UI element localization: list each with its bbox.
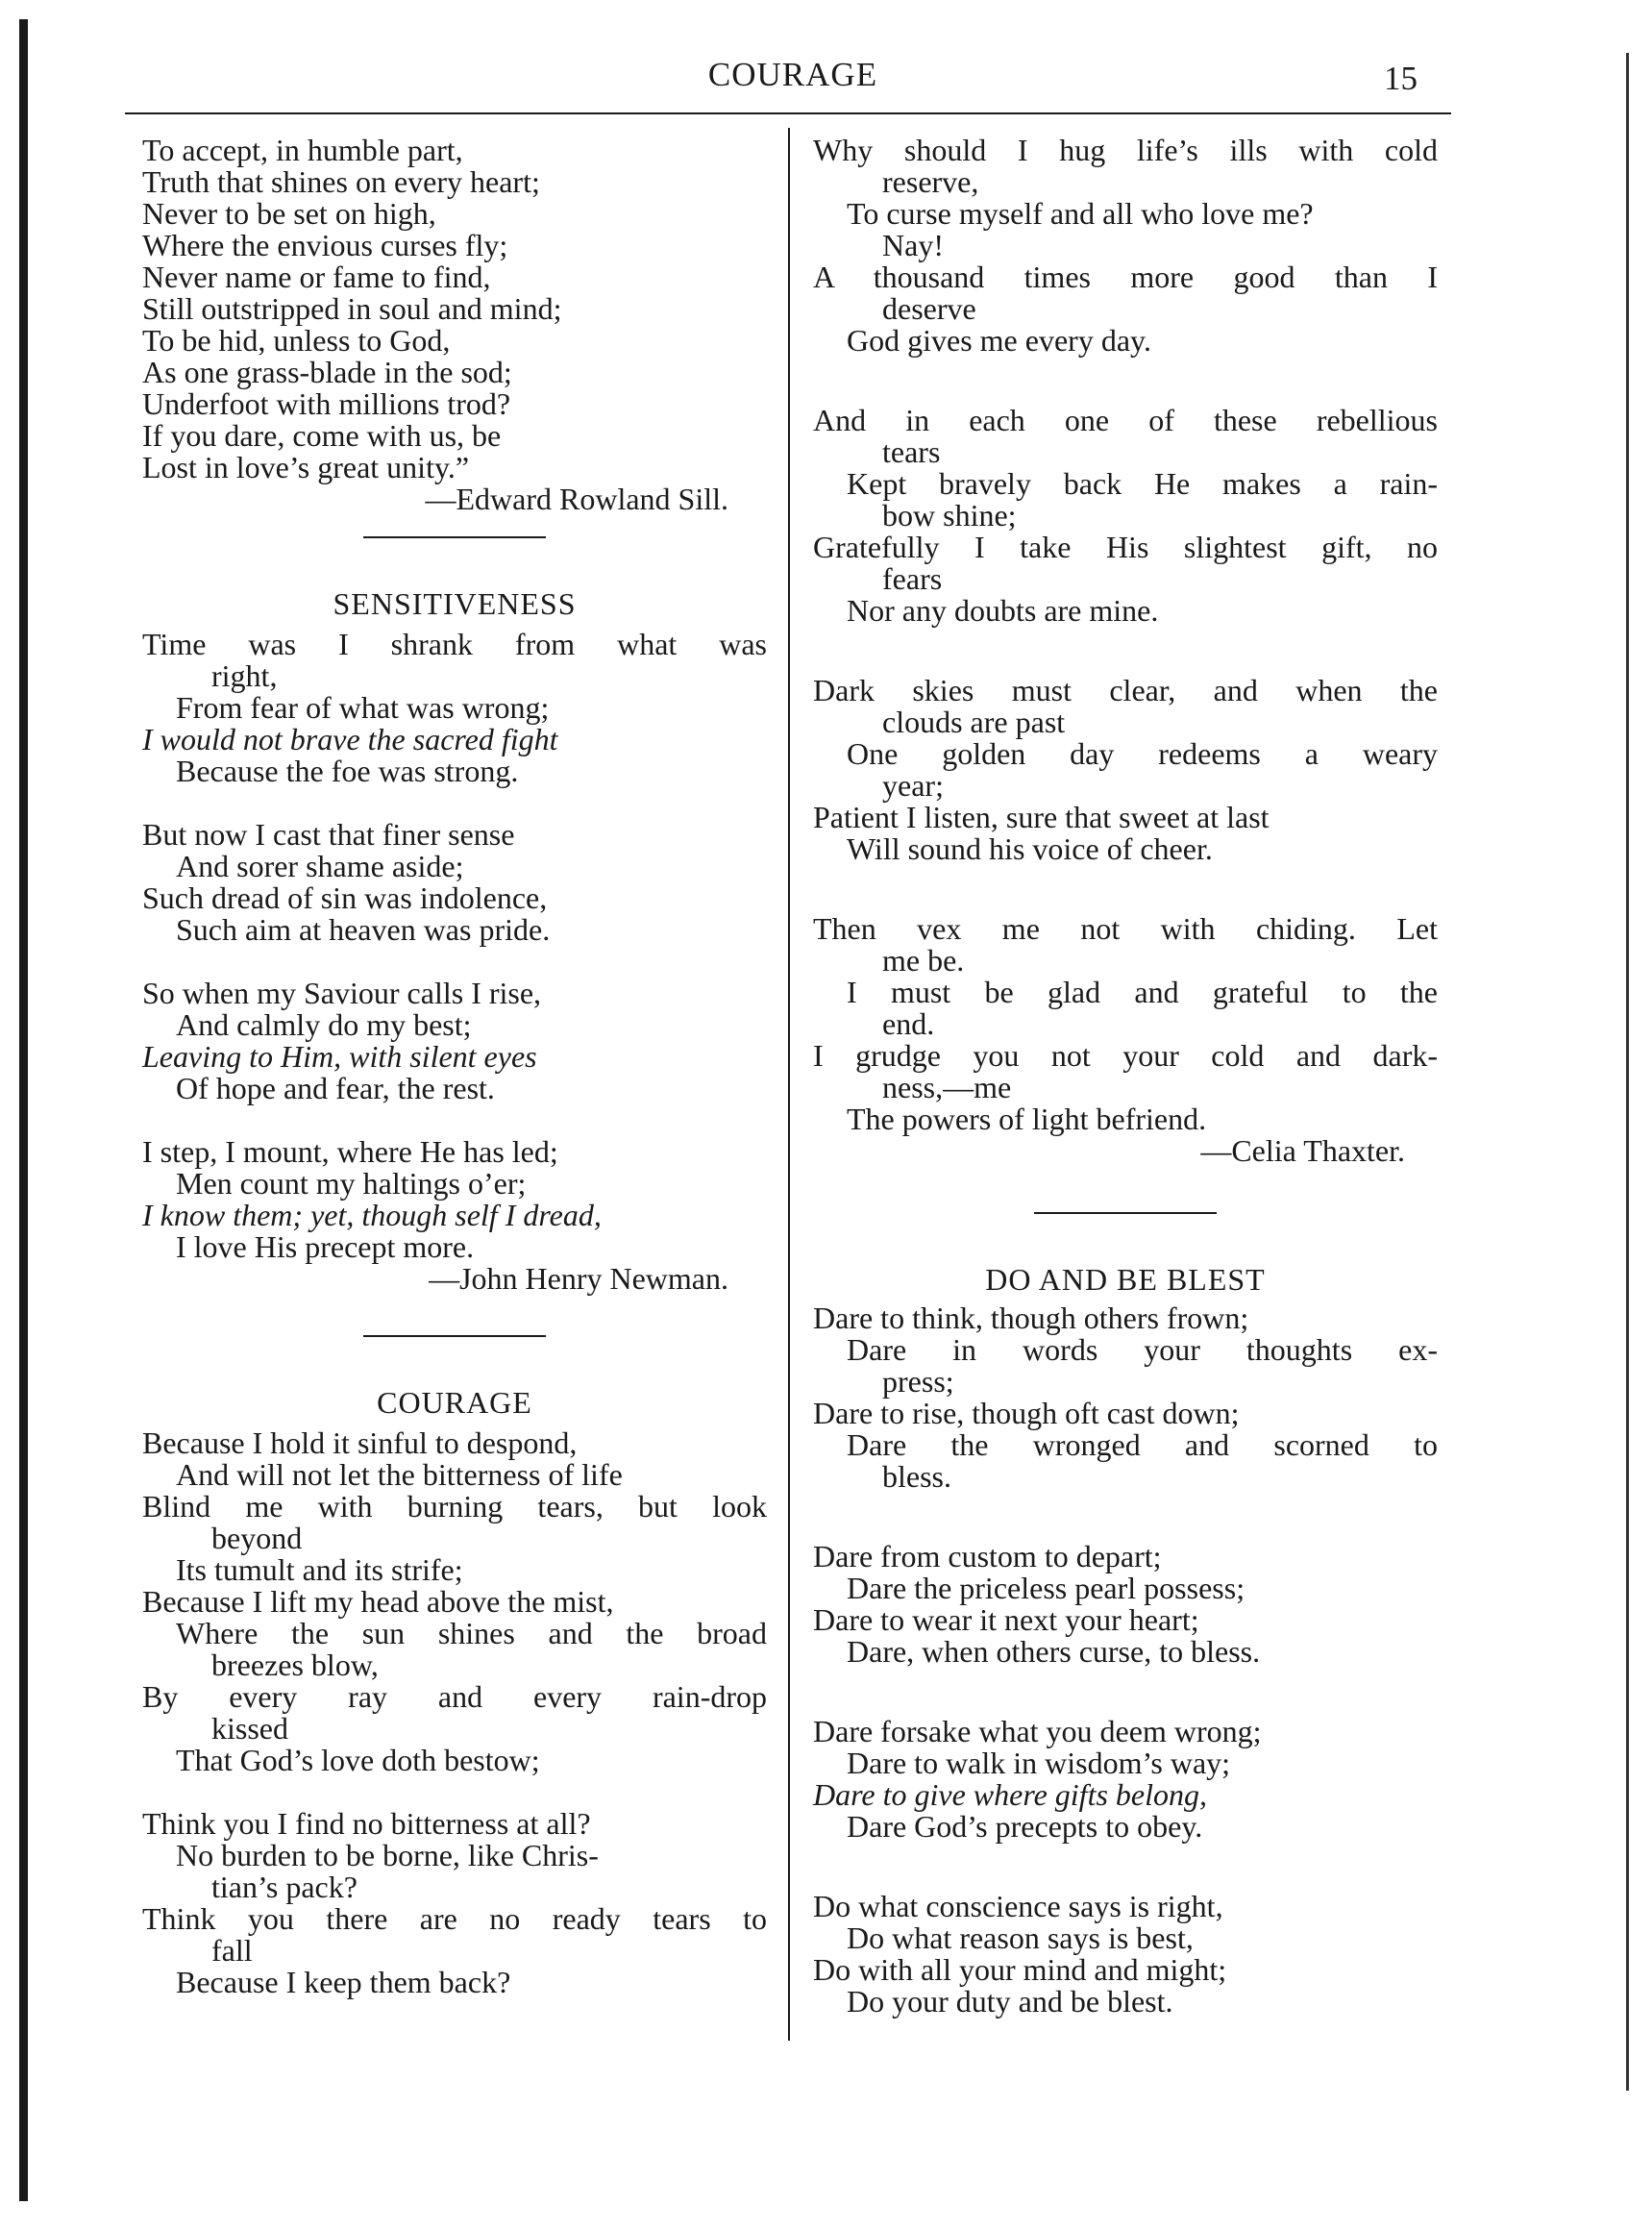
poem-line: year; [882, 768, 944, 803]
page-edge-line [1626, 53, 1629, 2091]
poem-line: Dare the priceless pearl possess; [847, 1571, 1245, 1605]
poem-line: Never name or fame to find, [142, 260, 491, 294]
poem-line: Underfoot with millions trod? [142, 386, 511, 421]
poem-line: If you dare, come with us, be [142, 418, 502, 453]
poem-line: I love His precept more. [176, 1229, 475, 1264]
poem-stanza [813, 675, 1438, 865]
poem-stanza [813, 405, 1438, 627]
poem-line: kissed [211, 1711, 288, 1746]
header-rule [125, 112, 1451, 114]
poem-line: Because the foe was strong. [176, 754, 519, 788]
poem-stanza [813, 1302, 1438, 1493]
poem-line: Truth that shines on every heart; [142, 164, 540, 199]
poem-line: Gratefully I take His slightest gift, no [813, 530, 1438, 564]
poem-line: The powers of light befriend. [847, 1102, 1207, 1136]
poem-line: reserve, [882, 164, 979, 199]
poem-line: Dare to give where gifts belong, [813, 1777, 1207, 1812]
poem-line: right, [211, 658, 278, 693]
poem-line: breezes blow, [211, 1648, 379, 1682]
poem-line: Never to be set on high, [142, 196, 436, 231]
poem-line: Think you I find no bitterness at all? [142, 1806, 591, 1841]
poem-line: beyond [211, 1521, 303, 1555]
poem-stanza [813, 1716, 1438, 1843]
poem-line: Its tumult and its strife; [176, 1552, 463, 1587]
poem-stanza [142, 978, 767, 1104]
poem-line: tears [882, 434, 941, 469]
poem-line: As one grass-blade in the sod; [142, 355, 512, 389]
poem-line: Why should I hug life’s ills with cold [813, 133, 1438, 167]
page-edge-shadow [19, 19, 28, 2201]
poem-line: Think you there are no ready tears to [142, 1901, 767, 1936]
poem-line: deserve [882, 291, 976, 326]
poem-line: Do what conscience says is right, [813, 1889, 1223, 1923]
poem-line: Then vex me not with chiding. Let [813, 911, 1438, 946]
poem-author: —Celia Thaxter. [1200, 1133, 1405, 1168]
poem-line: Nor any doubts are mine. [847, 593, 1159, 628]
poem-line: Dare to rise, though oft cast down; [813, 1396, 1240, 1430]
poem-line: clouds are past [882, 705, 1066, 739]
poem-line: That God’s love doth bestow; [176, 1743, 540, 1777]
poem-line: No burden to be borne, like Chris- [176, 1838, 599, 1872]
poem-line: Because I lift my head above the mist, [142, 1584, 614, 1619]
poem-line: Where the sun shines and the broad [176, 1616, 767, 1650]
poem-line: ness,—me [882, 1070, 1012, 1104]
poem-line: Because I hold it sinful to despond, [142, 1425, 578, 1460]
poem-line: One golden day redeems a weary [847, 736, 1438, 771]
poem-line: And sorer shame aside; [176, 849, 464, 883]
poem-line: And in each one of these rebellious [813, 403, 1438, 437]
poem-line: bless. [882, 1459, 951, 1494]
poem-stanza [142, 819, 767, 946]
poem-line: Dare forsake what you deem wrong; [813, 1714, 1262, 1748]
poem-line: Dare in words your thoughts ex- [847, 1332, 1438, 1367]
poem-line: A thousand times more good than I [813, 260, 1438, 294]
poem-stanza [142, 135, 767, 515]
poem-line: Do with all your mind and might; [813, 1952, 1227, 1987]
running-header-title: COURAGE [707, 56, 878, 93]
poem-line: Lost in love’s great unity.” [142, 450, 470, 484]
poem-line: Dare the wronged and scorned to [847, 1427, 1438, 1462]
poem-line: fears [882, 561, 943, 596]
poem-line: Do what reason says is best, [847, 1920, 1194, 1955]
poem-line: fall [211, 1933, 253, 1968]
right-column [813, 135, 1438, 2018]
poem-author: —Edward Rowland Sill. [425, 482, 728, 516]
page-number: 15 [1384, 60, 1418, 97]
poem-author: —John Henry Newman. [429, 1261, 728, 1296]
poem-line: Dare God’s precepts to obey. [847, 1809, 1203, 1844]
poem-line: Do your duty and be blest. [847, 1984, 1173, 2019]
poem-line: Leaving to Him, with silent eyes [142, 1039, 537, 1074]
poem-line: end. [882, 1006, 935, 1041]
poem-stanza [813, 1541, 1438, 1668]
poem-line: Such dread of sin was indolence, [142, 880, 548, 915]
poem-line: To curse myself and all who love me? [847, 196, 1314, 231]
poem-line: Dare to wear it next your heart; [813, 1602, 1199, 1637]
left-column [142, 135, 767, 1998]
poem-title-sensitiveness: SENSITIVENESS [333, 586, 577, 621]
poem-line: So when my Saviour calls I rise, [142, 976, 542, 1010]
poem-line: From fear of what was wrong; [176, 690, 550, 725]
poem-line: Still outstripped in soul and mind; [142, 291, 562, 326]
poem-line: And will not let the bitterness of life [176, 1457, 623, 1492]
poem-stanza [813, 1891, 1438, 2018]
poem-line: Dark skies must clear, and when the [813, 673, 1438, 707]
poem-line: To accept, in humble part, [142, 133, 463, 167]
poem-line: I would not brave the sacred fight [142, 722, 558, 756]
poem-line: I must be glad and grateful to the [847, 975, 1438, 1009]
poem-line: Of hope and fear, the rest. [176, 1071, 495, 1105]
poem-line: Nay! [882, 228, 944, 262]
poem-stanza [813, 913, 1438, 1167]
poem-line: Dare, when others curse, to bless. [847, 1634, 1261, 1669]
poem-line: Where the envious curses fly; [142, 228, 508, 262]
poem-line: Dare from custom to depart; [813, 1539, 1162, 1573]
poem-line: Kept bravely back He makes a rain- [847, 466, 1438, 501]
poem-stanza [142, 1136, 767, 1295]
poem-line: Such aim at heaven was pride. [176, 912, 551, 947]
poem-line: tian’s pack? [211, 1870, 358, 1904]
poem-stanza [813, 135, 1438, 357]
column-divider [788, 128, 790, 2041]
poem-line: I grudge you not your cold and dark- [813, 1038, 1438, 1073]
poem-title-do-and-be-blest: DO AND BE BLEST [985, 1262, 1266, 1297]
poem-stanza [142, 629, 767, 787]
poem-line: Patient I listen, sure that sweet at last [813, 800, 1270, 834]
poem-line: Dare to think, though others frown; [813, 1301, 1249, 1335]
poem-line: Because I keep them back? [176, 1965, 511, 1999]
poem-line: Time was I shrank from what was [142, 627, 767, 661]
poem-line: bow shine; [882, 498, 1017, 533]
poem-stanza [142, 1427, 767, 1776]
poem-title-courage: COURAGE [377, 1385, 532, 1420]
poem-line: But now I cast that finer sense [142, 817, 515, 852]
poem-line: To be hid, unless to God, [142, 323, 451, 358]
poem-line: And calmly do my best; [176, 1007, 472, 1042]
poem-line: Dare to walk in wisdom’s way; [847, 1746, 1231, 1780]
poem-line: God gives me every day. [847, 323, 1151, 358]
poem-line: me be. [882, 943, 965, 978]
poem-line: Will sound his voice of cheer. [847, 831, 1213, 866]
poem-line: By every ray and every rain-drop [142, 1679, 767, 1714]
poem-line: Blind me with burning tears, but look [142, 1489, 767, 1524]
poem-line: I know them; yet, though self I dread, [142, 1198, 602, 1232]
poem-line: I step, I mount, where He has led; [142, 1134, 558, 1169]
poem-line: Men count my haltings o’er; [176, 1166, 527, 1201]
poem-line: press; [882, 1364, 954, 1399]
poem-stanza [142, 1808, 767, 1998]
